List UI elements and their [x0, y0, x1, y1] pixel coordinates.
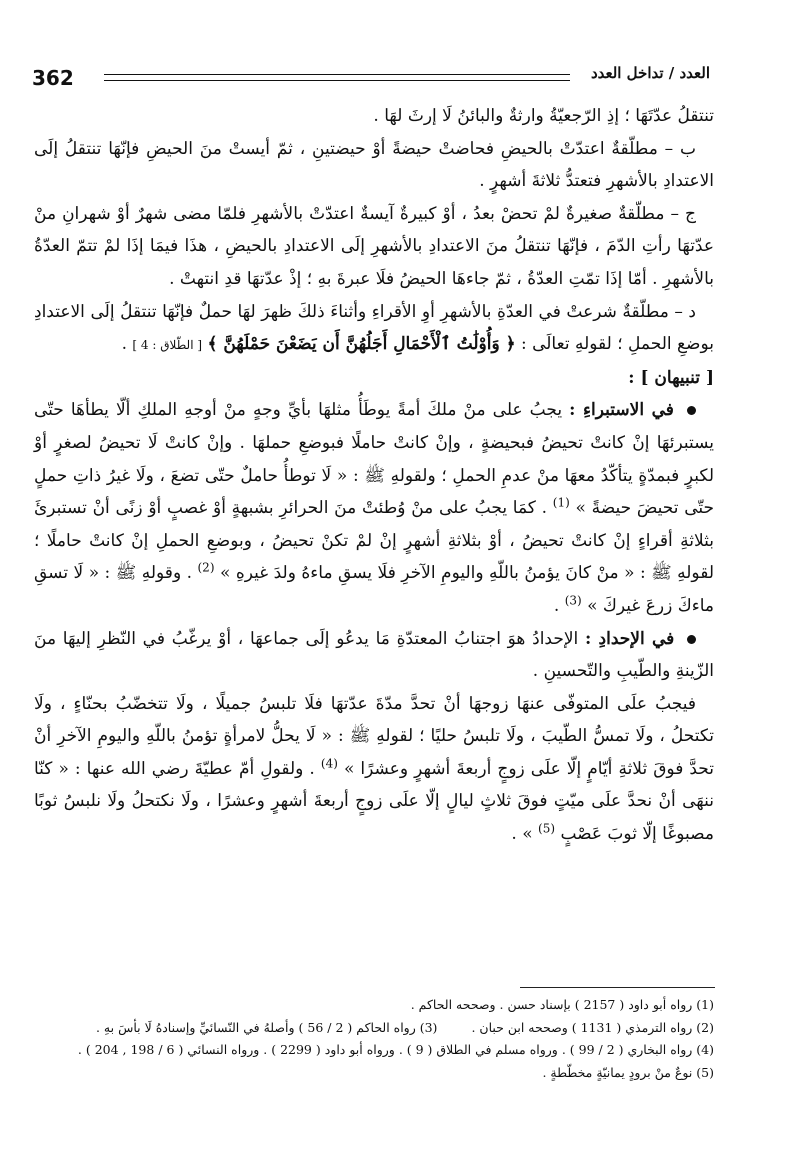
- verse-reference: [ الطّلاق : 4 ]: [132, 338, 203, 353]
- footnote-4: (4) رواه البخاري ( 2 / 99 ) . ورواه مسلم في الطلاق ( 9 ) . ورواه أبو داود ( 2299 ) . ورواه النسائي ( 6 / 198 , 204 ) .: [77, 1042, 714, 1057]
- paragraph-d-text: د – مطلّقةٌ شرعتْ في العدّةِ بالأشهرِ أوِ الأقراءِ وأثناءَ ذلكَ ظهرَ لهَا حملٌ فإنّهَا تنتقلُ إلَى الاعتدادِ بوضعِ الحملِ ؛ لقولهِ تعالَى :: [34, 301, 714, 355]
- paragraph-c: ج – مطلّقةٌ صغيرةٌ لمْ تحضْ بعدُ ، أوْ كبيرةٌ آيسةٌ اعتدّتْ بالأشهرِ فلمّا مضى شهرٌ أوْ شهرانِ منْ عدّتهَا رأتِ الدّمَ ، فإنّهَا تنتقلُ منَ الاعتدادِ بالأشهرِ إلَى الاعتدادِ بالحيضِ ، هذَا فيمَا إذَا لمْ تتمّ العدّةُ بالأشهرِ . أمّا إذَا تمّتِ العدّةُ ، ثمّ جاءهَا الحيضُ فلَا عبرةَ بهِ ؛ إذْ عدّتهَا قدِ انتهتْ .: [34, 203, 714, 289]
- istibra-lead: في الاستبراءِ :: [569, 400, 674, 421]
- bullet-icon: [687, 635, 696, 644]
- mourning-text-2: . ولقولِ أمّ عطيّةَ رضي الله عنها : « كنّا ننهَى أنْ نحدَّ علَى ميّتٍ فوقَ ثلاثٍ ليالٍ إلّا علَى زوجٍ أربعةَ أشهرٍ وعشرًا ، ولَا نكتحلُ ولَا نلبسُ ثوبًا مصبوغًا إلّا ثوبَ عَصْبٍ: [34, 758, 714, 845]
- ihdad-text: الإحدادُ هوَ اجتنابُ المعتدّةِ مَا يدعُو إلَى جماعهَا ، أوْ يرغّبُ في النّظرِ إليهَا منَ الزّينةِ والطّيبِ والتّحسينِ .: [34, 628, 714, 682]
- ihdad-lead: في الإحدادِ :: [585, 628, 675, 649]
- mourning-text-3: » .: [511, 824, 533, 845]
- footnote-2: (2) رواه الترمذي ( 1131 ) وصححه ابن حبان .: [471, 1019, 714, 1035]
- footnote-mark-4: (4): [320, 756, 338, 771]
- istibra-text-2: . كمَا يجبُ على منْ وُطئتْ منَ الحرائرِ بشبهةٍ أوْ غصبٍ أوْ زنًى أنْ تستبرئَ بثلاثةِ أقراءٍ إنْ كانتْ تحيضُ ، أوْ بثلاثةِ أشهرٍ إنْ لمْ تكنْ تحيضُ ، وبوضعِ الحملِ إنْ كانتْ حاملًا ؛ لقولهِ ﷺ : « منْ كانَ يؤمنُ باللّهِ واليومِ الآخرِ فلَا يسقِ ماءهُ ولدَ غيرهِ »: [34, 498, 714, 584]
- footnote-row-2-3: [36, 1017, 714, 1040]
- paragraph-mourning: [34, 688, 714, 851]
- quran-verse: ﴿ وَأُوْلَٰتُ ٱلْأَحْمَالِ أَجَلُهُنَّ أَن يَضَعْنَ حَمْلَهُنَّ ﴾: [207, 334, 516, 355]
- paragraph-istibra: [34, 394, 714, 622]
- heading-text: [ تنبيهان ] :: [628, 367, 714, 388]
- page-header: [32, 64, 710, 92]
- main-text: [34, 100, 714, 851]
- footnote-5: (5) نوعٌ منْ برودٍ يمانيّةٍ مخطّطةٍ .: [542, 1064, 714, 1080]
- istibra-text: يجبُ على منْ ملكَ أمةً يوطَأُ مثلهَا بأيِّ وجهٍ منْ أوجهِ الملكِ ألّا يطأهَا حتّى يستبرئهَا إنْ كانتْ تحيضُ فبحيضةٍ ، وإنْ كانتْ حاملًا فبوضعِ حملهَا . وإنْ كانتْ لَا تحيضُ لصغرٍ أوْ لكبرٍ فبمدّةٍ يتأكّدُ معهَا منْ عدمِ الحملِ ؛ ولقولهِ ﷺ : « لَا توطأُ حاملٌ حتّى تضعَ ، ولَا غيرُ ذاتِ حملٍ حتّى تحيضَ حيضةً »: [34, 400, 715, 519]
- bullet-icon: [687, 406, 696, 415]
- footnote-separator: [520, 987, 715, 988]
- footnote-mark-1: (1): [552, 495, 570, 510]
- mourning-text: فيجبُ علَى المتوفّى عنهَا زوجهَا أنْ تحدَّ مدّةَ عدّتهَا فلَا تلبسُ جميلًا ، ولَا تتخضّبُ بحنّاءٍ ، ولَا تكتحلُ ، ولَا تمسُّ الطّيبَ ، ولَا تلبسُ حليًا ؛ لقولهِ ﷺ : « لَا يحلُّ لامرأةٍ تؤمنُ باللّهِ واليومِ الآخرِ أنْ تحدَّ فوقَ ثلاثةِ أيّامٍ إلّا علَى زوجٍ أربعةَ أشهرٍ وعشرًا »: [34, 693, 715, 779]
- header-double-rule: [104, 74, 570, 81]
- paragraph-continuation: تنتقلُ عدّتَهَا ؛ إذِ الرّجعيّةُ وارثةٌ والبائنُ لَا إرثَ لهَا .: [373, 106, 714, 126]
- istibra-text-4: .: [553, 595, 560, 616]
- istibra-text-3: . وقولهِ ﷺ : « لَا تسقِ ماءكَ زرعَ غيركَ »: [34, 563, 714, 616]
- paragraph-b: ب – مطلّقةٌ اعتدّتْ بالحيضِ فحاضتْ حيضةً أوْ حيضتينِ ، ثمّ أيستْ منَ الحيضِ فإنّهَا تنتقلُ إلَى الاعتدادِ بالأشهرِ فتعتدُّ ثلاثةَ أشهرٍ .: [34, 138, 714, 192]
- footnote-3: (3) رواه الحاكم ( 2 / 56 ) وأصلهُ في النّسائيِّ وإسنادهُ لَا بأسَ بهِ .: [95, 1019, 438, 1035]
- section-heading: [34, 362, 714, 395]
- footnotes: [36, 994, 714, 1084]
- footnote-mark-5: (5): [538, 821, 556, 836]
- paragraph-d: د – مطلّقةٌ شرعتْ في العدّةِ بالأشهرِ أوِ الأقراءِ وأثناءَ ذلكَ ظهرَ لهَا حملٌ فإنّهَا تنتقلُ إلَى الاعتدادِ بوضعِ الحملِ ؛ لقولهِ تعالَى : ﴿ وَأُوْلَٰتُ ٱلْأَحْمَالِ أَجَلُهُنَّ أَن يَضَعْنَ حَمْلَهُنَّ ﴾ [ الطّلاق : 4 ] .: [34, 301, 714, 355]
- footnote-mark-2: (2): [197, 560, 215, 575]
- page-number: 362: [32, 66, 74, 90]
- footnote-mark-3: (3): [564, 593, 582, 608]
- footnote-1: (1) رواه أبو داود ( 2157 ) بإسناد حسن . وصححه الحاكم .: [410, 997, 714, 1012]
- running-head: العدد / تداخل العدد: [590, 64, 710, 82]
- paragraph-ihdad: [34, 623, 714, 688]
